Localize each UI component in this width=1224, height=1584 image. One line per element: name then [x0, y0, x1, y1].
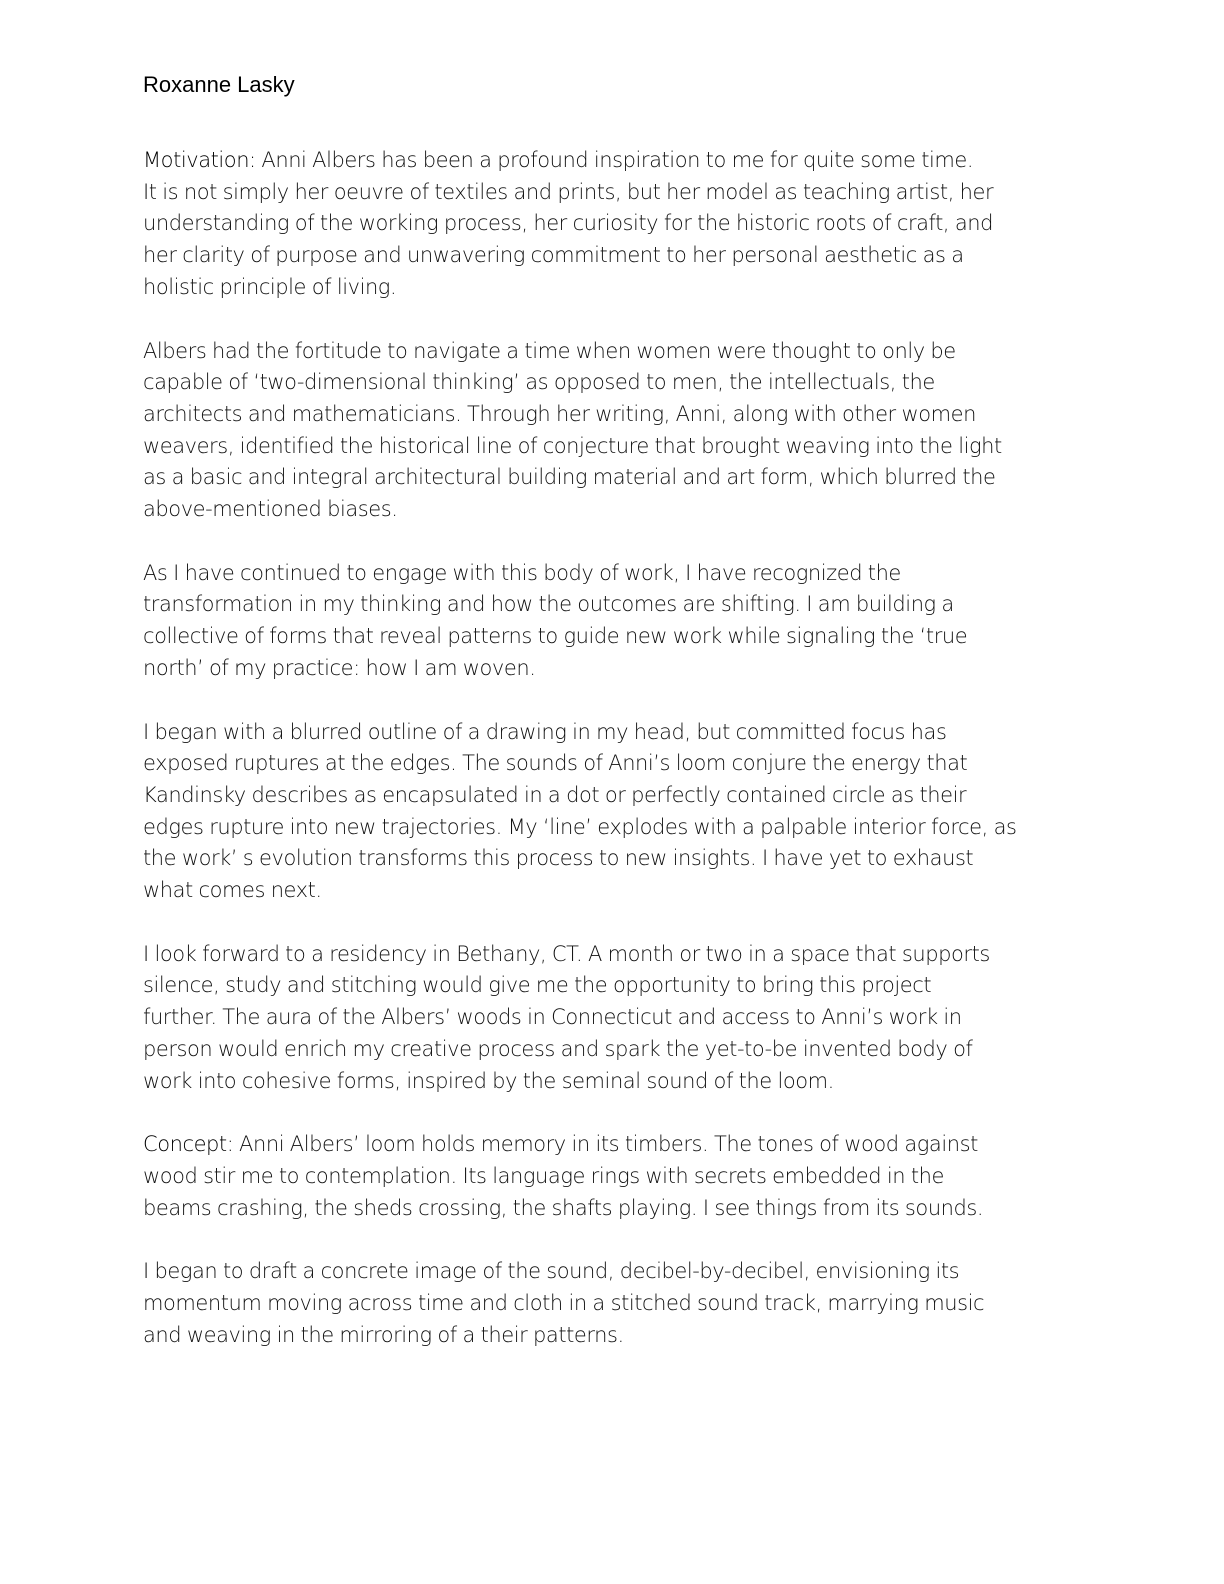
paragraph-concept — [143, 1129, 1078, 1224]
text-line: Kandinsky describes as encapsulated in a dot or perfectly contained circle as their — [143, 782, 967, 807]
paragraph-residency — [143, 939, 1078, 1098]
text-line: work into cohesive forms, inspired by the seminal sound of the loom. — [143, 1068, 834, 1093]
paragraph-motivation — [143, 145, 1078, 304]
text-line: person would enrich my creative process and spark the yet-to-be invented body of — [143, 1036, 973, 1061]
text-line: the work’ s evolution transforms this process to new insights. I have yet to exhaust — [143, 846, 974, 871]
text-line: wood stir me to contemplation. Its language rings with secrets embedded in the — [143, 1163, 944, 1188]
text-line: I began to draft a concrete image of the sound, decibel-by-decibel, envisioning its — [143, 1259, 960, 1284]
text-line: It is not simply her oeuvre of textiles and prints, but her model as teaching artist, her — [143, 179, 994, 204]
text-line: momentum moving across time and cloth in a stitched sound track, marrying music — [143, 1291, 985, 1316]
text-line: and weaving in the mirroring of a their patterns. — [143, 1322, 624, 1347]
text-line: above-mentioned biases. — [143, 497, 398, 522]
text-line: north’ of my practice: how I am woven. — [143, 655, 536, 680]
text-line: capable of ‘two-dimensional thinking’ as opposed to men, the intellectuals, the — [143, 370, 935, 395]
section-label-concept: Concept — [143, 1132, 227, 1157]
paragraph-transformation — [143, 558, 1078, 685]
text-line: Motivation: Anni Albers has been a profound inspiration to me for quite some time. — [143, 148, 974, 172]
text-line: holistic principle of living. — [143, 274, 397, 299]
paragraph-draft-image — [143, 1256, 1078, 1351]
text-line: exposed ruptures at the edges. The sounds of Anni’s loom conjure the energy that — [143, 751, 968, 776]
text-line: I began with a blurred outline of a drawing in my head, but committed focus has — [143, 719, 947, 744]
paragraph-albers-fortitude — [143, 336, 1078, 526]
text-line: her clarity of purpose and unwavering commitment to her personal aesthetic as a — [143, 243, 964, 268]
text-line: Albers had the fortitude to navigate a time when women were thought to only be — [143, 338, 956, 363]
section-label-motivation: Motivation: — [143, 148, 256, 172]
text-line: beams crashing, the sheds crossing, the shafts playing. I see things from its sounds. — [143, 1195, 984, 1220]
paragraph-blurred-outline — [143, 717, 1078, 907]
author-name: Roxanne Lasky — [143, 72, 295, 97]
text-line: As I have continued to engage with this body of work, I have recognized the — [143, 560, 901, 585]
text-line: silence, study and stitching would give me the opportunity to bring this project — [143, 973, 932, 998]
text-line: architects and mathematicians. Through her writing, Anni, along with other women — [143, 401, 976, 426]
text-line: Concept: Anni Albers’ loom holds memory in its timbers. The tones of wood against — [143, 1132, 978, 1157]
text-line: what comes next. — [143, 878, 322, 903]
document-page — [143, 70, 1078, 1384]
text-line: collective of forms that reveal patterns to guide new work while signaling the ‘true — [143, 624, 968, 649]
text-line: edges rupture into new trajectories. My ‘line’ explodes with a palpable interior force, as — [143, 814, 1017, 839]
text-line: weavers, identified the historical line of conjecture that brought weaving into the light — [143, 433, 1002, 458]
text-line: transformation in my thinking and how the outcomes are shifting. I am building a — [143, 592, 954, 617]
text-line: understanding of the working process, her curiosity for the historic roots of craft, and — [143, 211, 994, 236]
text-line: further. The aura of the Albers’ woods in Connecticut and access to Anni’s work in — [143, 1005, 962, 1030]
text-line: as a basic and integral architectural building material and art form, which blurred the — [143, 465, 996, 490]
text-line: I look forward to a residency in Bethany, CT. A month or two in a space that supports — [143, 941, 990, 966]
